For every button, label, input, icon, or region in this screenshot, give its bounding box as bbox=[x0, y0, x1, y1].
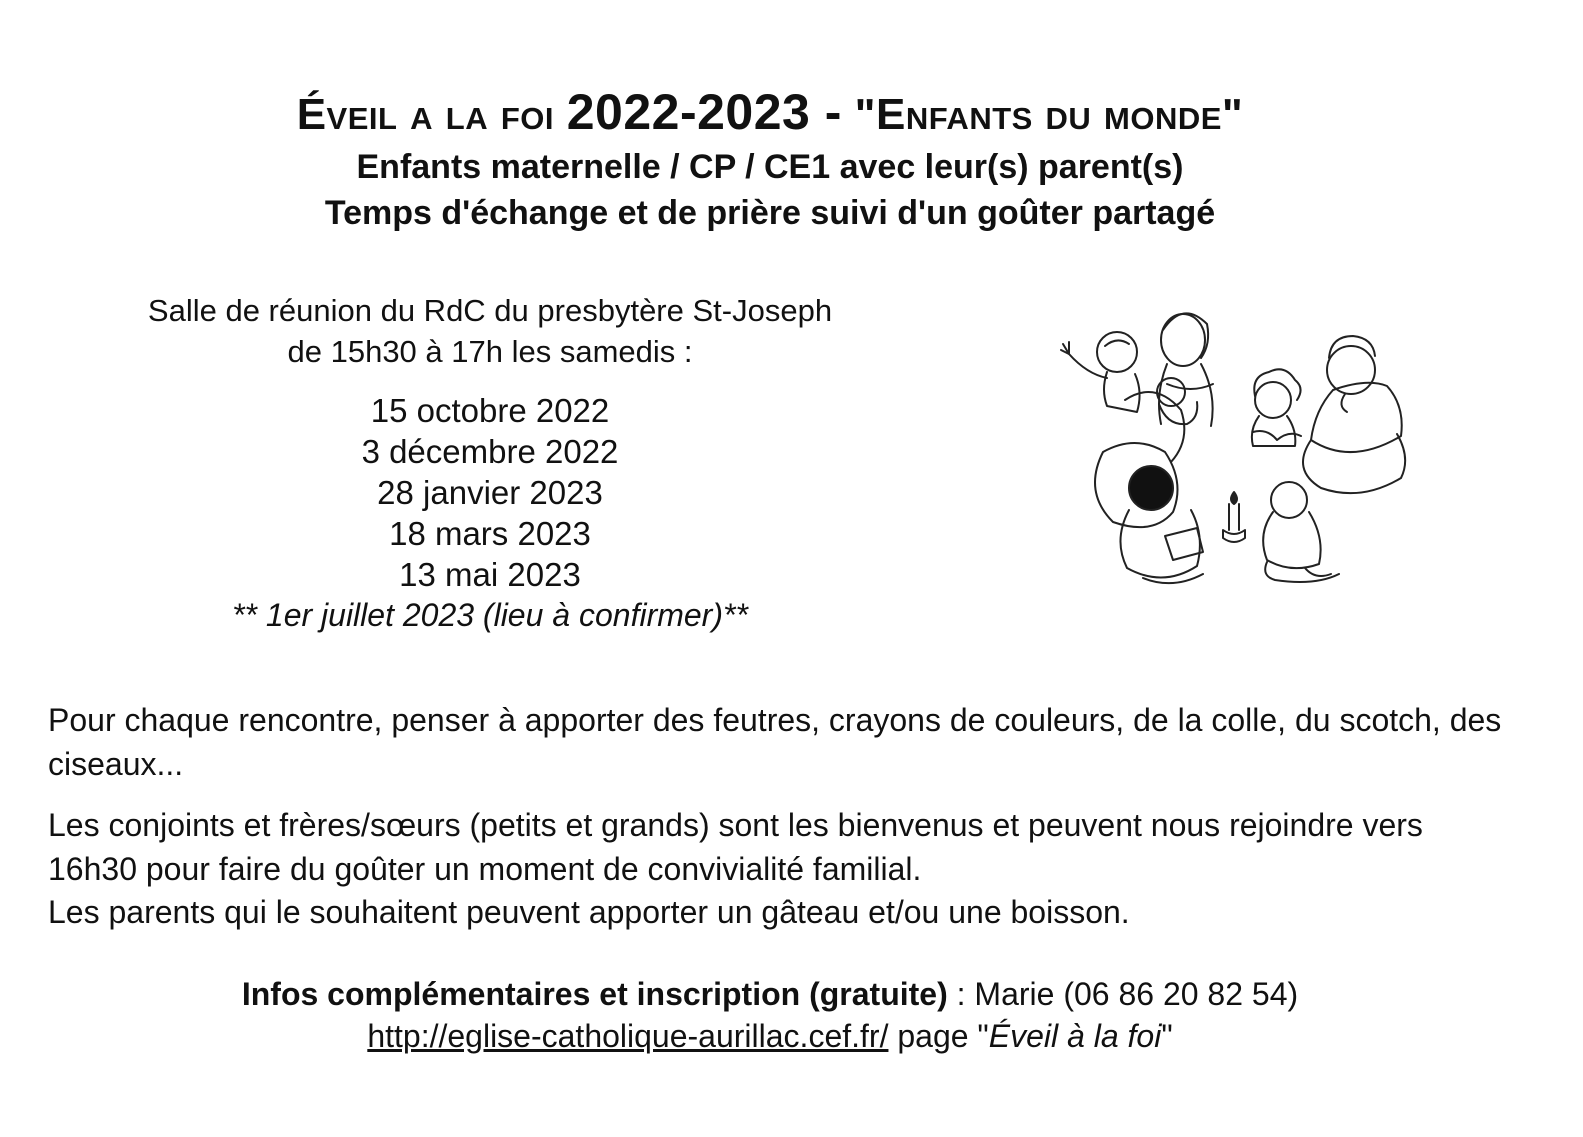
date-item: 13 mai 2023 bbox=[399, 556, 581, 593]
flyer-title bbox=[0, 80, 1540, 147]
date-item: 15 octobre 2022 bbox=[370, 392, 610, 429]
family-paragraph: Les conjoints et frères/sœurs (petits et grands) sont les bienvenus et peuvent nous rejoindre vers 16h30 pour faire du goûter un moment de convivialité familial. bbox=[48, 807, 1423, 887]
title-part-1: Éveil a la foi bbox=[296, 90, 554, 139]
dates-list bbox=[60, 390, 920, 595]
contact-person: Marie (06 86 20 82 54) bbox=[974, 976, 1299, 1012]
website-line bbox=[0, 1014, 1540, 1058]
website-link[interactable]: http://eglise-catholique-aurillac.cef.fr/ bbox=[367, 1018, 889, 1054]
contact-separator: : bbox=[947, 976, 975, 1012]
title-part-2: 2022-2023 - bbox=[566, 84, 842, 140]
date-item: 3 décembre 2022 bbox=[361, 433, 619, 470]
contact-line bbox=[0, 972, 1540, 1016]
page-name: Éveil à la foi bbox=[988, 1018, 1162, 1054]
date-item: 18 mars 2023 bbox=[389, 515, 591, 552]
parents-paragraph: Les parents qui le souhaitent peuvent apporter un gâteau et/ou une boisson. bbox=[48, 894, 1130, 930]
schedule-text: de 15h30 à 17h les samedis : bbox=[287, 334, 693, 369]
date-item: 28 janvier 2023 bbox=[377, 474, 603, 511]
page-prefix: page " bbox=[888, 1018, 989, 1054]
supplies-paragraph: Pour chaque rencontre, penser à apporter des feutres, crayons de couleurs, de la colle, du scotch, des ciseaux... bbox=[48, 702, 1502, 782]
page-suffix: " bbox=[1161, 1018, 1173, 1054]
family-circle-illustration bbox=[1055, 300, 1415, 610]
subtitle-description: Temps d'échange et de prière suivi d'un goûter partagé bbox=[324, 194, 1216, 232]
subtitle-audience: Enfants maternelle / CP / CE1 avec leur(s) parent(s) bbox=[356, 148, 1184, 186]
location-text: Salle de réunion du RdC du presbytère St-Joseph bbox=[147, 293, 833, 328]
title-part-3: "Enfants du monde" bbox=[854, 90, 1244, 139]
extra-date-note: ** 1er juillet 2023 (lieu à confirmer)** bbox=[232, 597, 748, 633]
contact-label: Infos complémentaires et inscription (gratuite) bbox=[241, 976, 948, 1012]
